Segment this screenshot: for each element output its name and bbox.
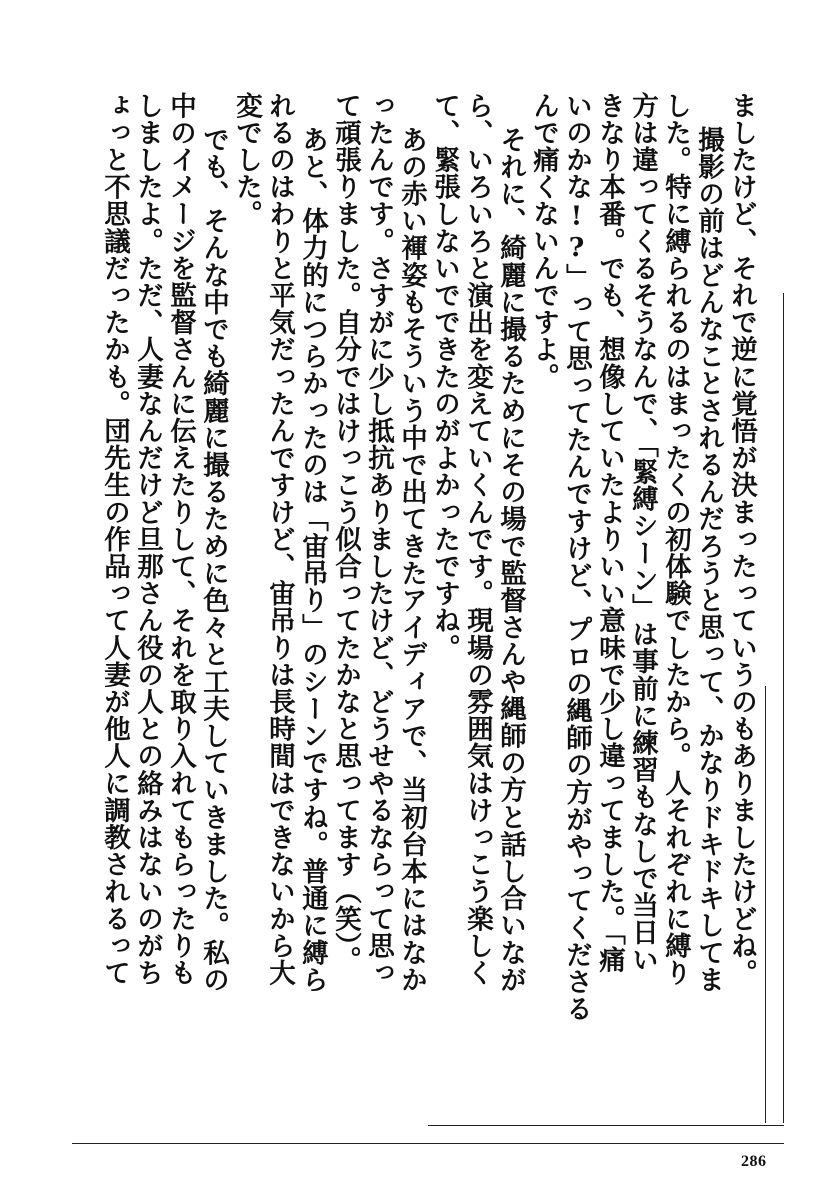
text-line: て、緊張しないでできたのがよかったですね。 bbox=[429, 92, 460, 662]
text-line: ましたけど、それで逆に覚悟が決まったっていうのもありましたけどね。 bbox=[726, 92, 757, 987]
text-line: て頑張りました。自分ではけっこう似合ってたかなと思ってます（笑）。 bbox=[330, 92, 361, 974]
text-line: 方は違ってくるそうなんで、「緊縛シーン」は事前に練習もなしで当日い bbox=[627, 92, 658, 974]
text-line: あの赤い褌姿もそういう中で出てきたアイディアで、当初台本にはなか bbox=[396, 126, 427, 994]
text-line: でも、そんな中でも綺麗に撮るために色々と工夫していきました。私の bbox=[198, 126, 229, 994]
text-line: 変でした。 bbox=[231, 92, 262, 228]
text-line: れるのはわりと平気だったんですけど、宙吊りは長時間はできないから大 bbox=[264, 92, 295, 987]
frame-rule-bottom bbox=[428, 1125, 784, 1126]
text-line: 撮影の前はどんなことされるんだろうと思って、かなりドキドキしてま bbox=[693, 126, 724, 994]
frame-rule-right-lower bbox=[765, 686, 766, 1123]
frame-rule-baseline bbox=[72, 1143, 784, 1144]
text-line: しましたよ。ただ、人妻なんだけど旦那さん役の人との絡みはないのがち bbox=[132, 92, 163, 987]
frame-rule-right-upper bbox=[783, 293, 784, 1123]
text-line: ょっと不思議だったかも。団先生の作品って人妻が他人に調教されるって bbox=[99, 92, 130, 987]
text-line: ら、いろいろと演出を変えていくんです。現場の雰囲気はけっこう楽しく bbox=[462, 92, 493, 987]
text-line: あと、体力的につらかったのは「宙吊り」のシーンですね。普通に縛ら bbox=[297, 126, 328, 994]
text-line: きなり本番。でも、想像していたよりいい意味で少し違ってました。「痛 bbox=[594, 92, 625, 974]
text-line: いのかな!?」って思ってたんですけど、プロの縄師の方がやってくださる bbox=[561, 92, 592, 1023]
text-line: 中のイメージを監督さんに伝えたりして、それを取り入れてもらったりも bbox=[165, 92, 196, 987]
text-line: それに、綺麗に撮るためにその場で監督さんや縄師の方と話し合いなが bbox=[495, 126, 526, 994]
text-line: した。特に縛られるのはまったくの初体験でしたから。人それぞれに縛り bbox=[660, 92, 691, 987]
text-line: んで痛くないんですよ。 bbox=[528, 92, 559, 391]
page-number: 286 bbox=[741, 1153, 767, 1170]
text-line: ったんです。さすがに少し抵抗ありましたけど、どうせやるならって思っ bbox=[363, 92, 394, 987]
